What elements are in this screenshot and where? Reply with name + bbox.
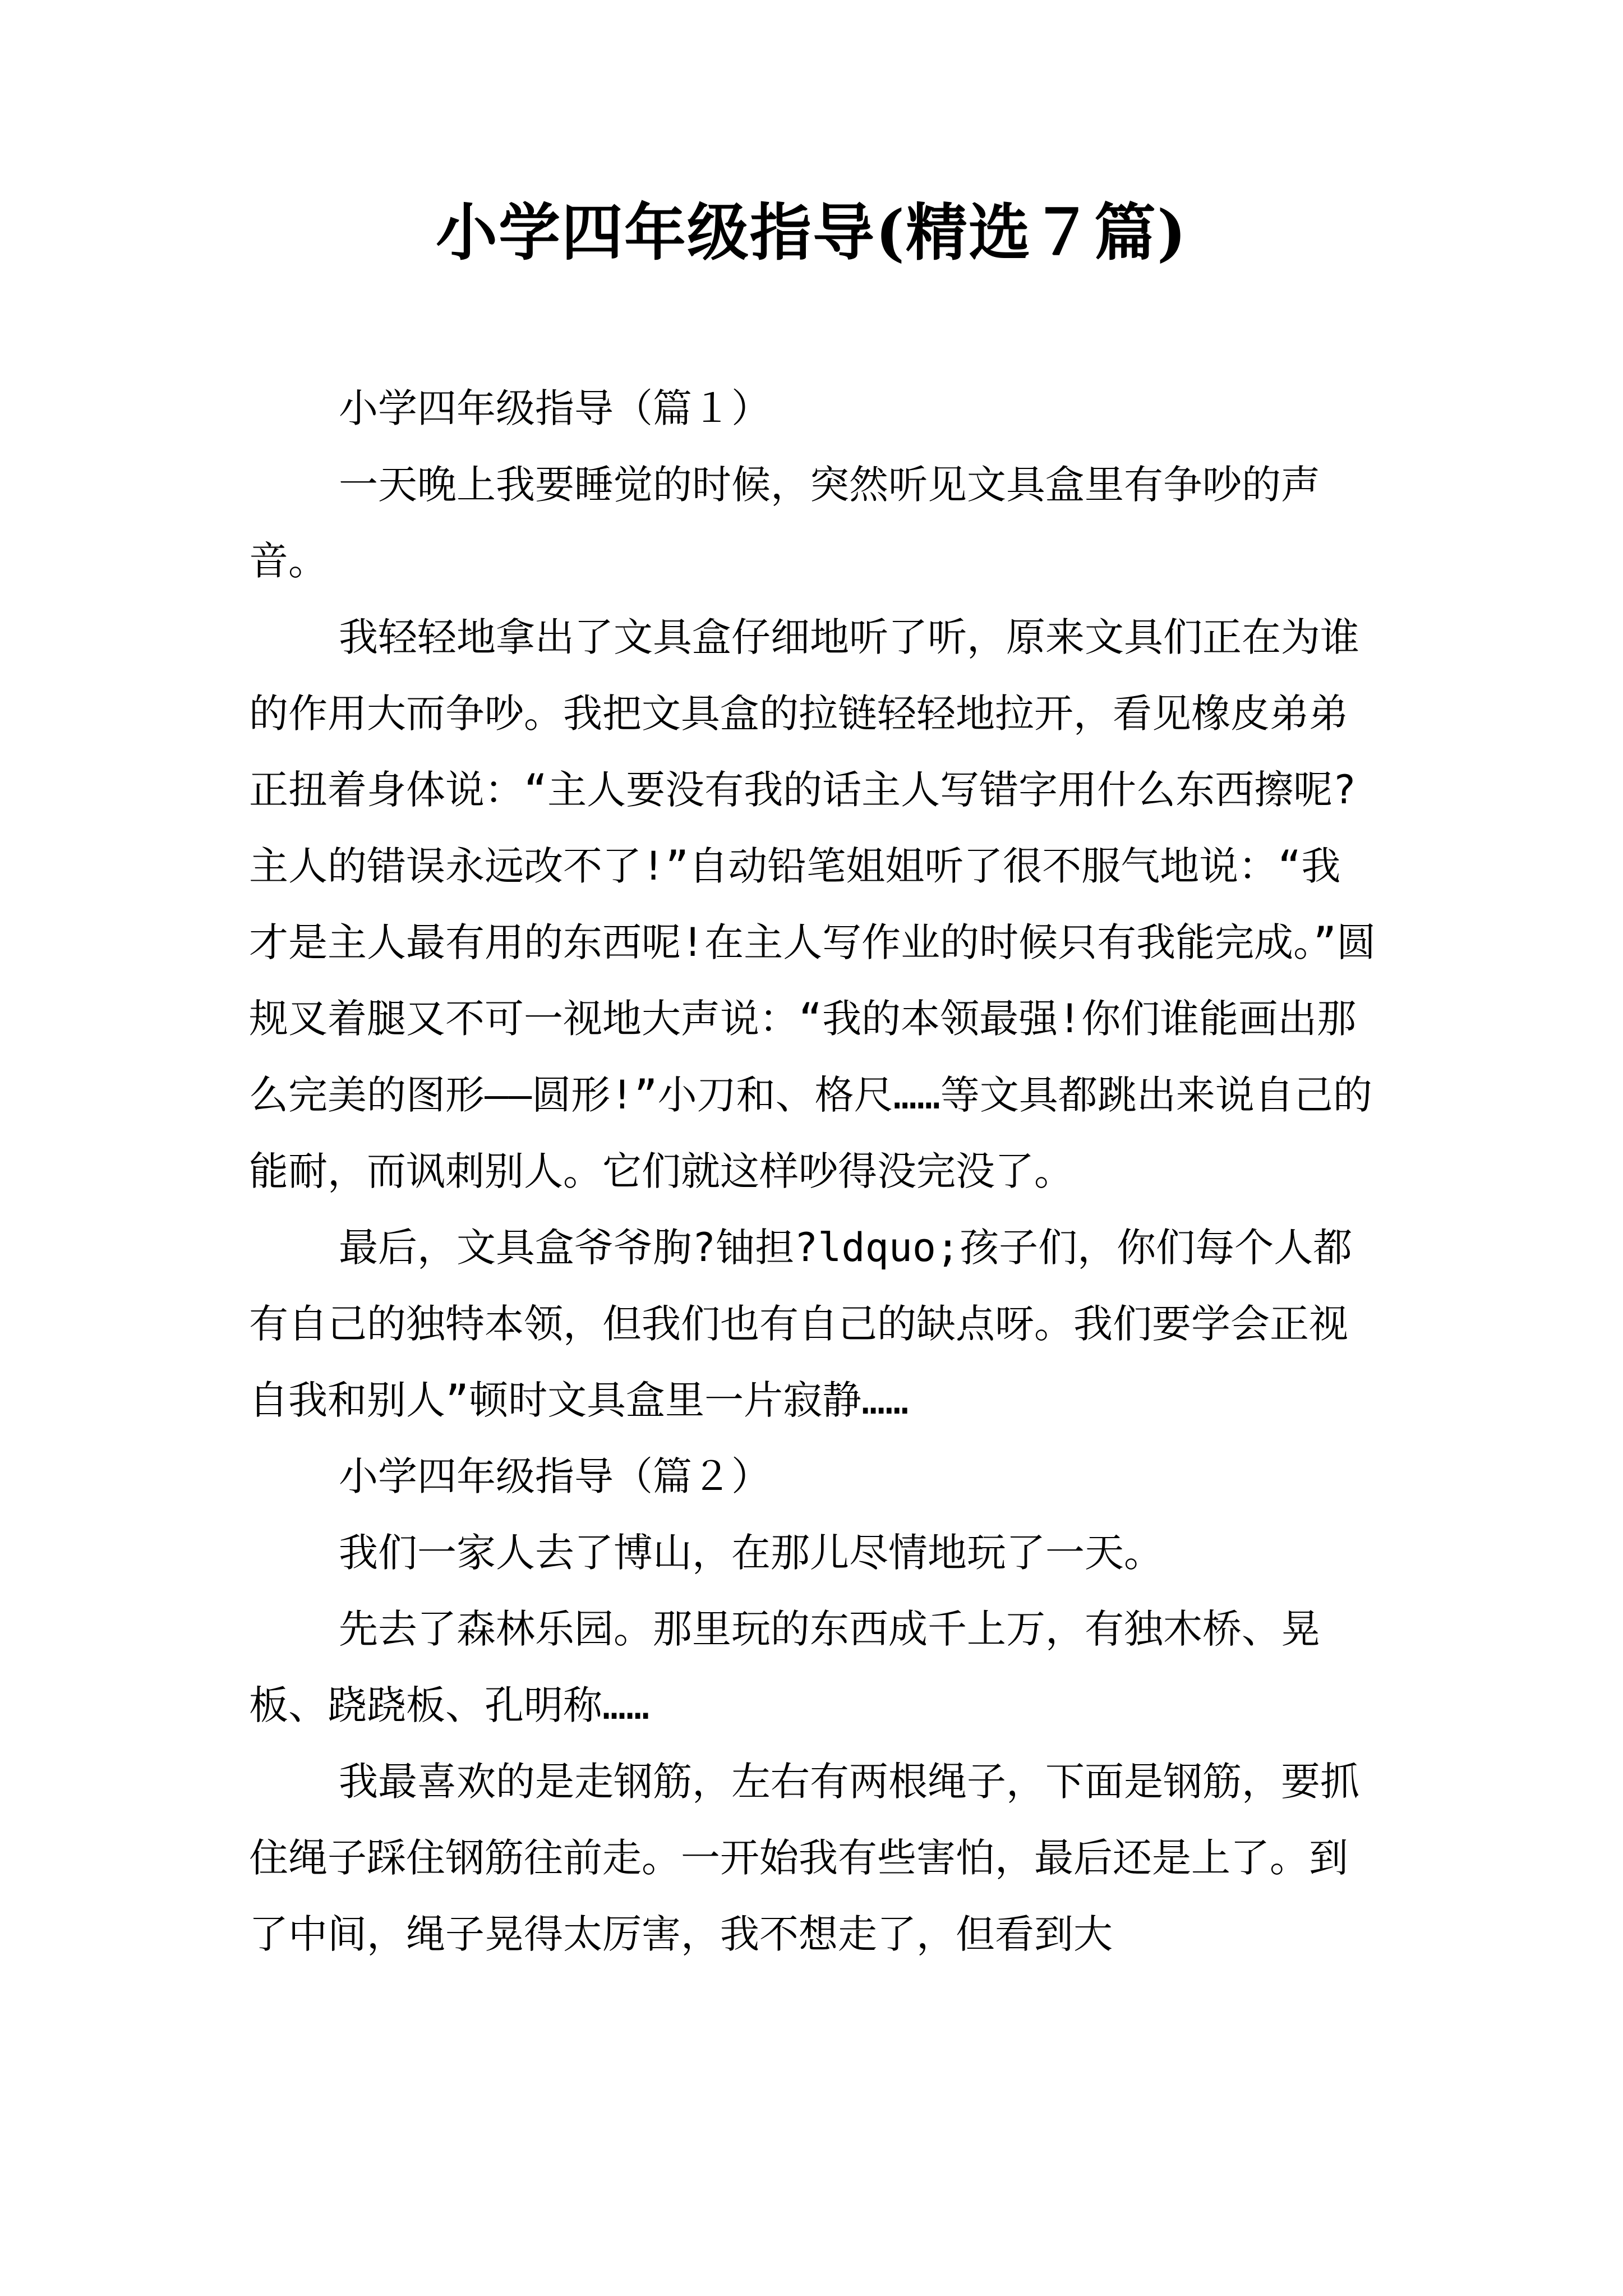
paragraph: 先去了森林乐园。那里玩的东西成千上万，有独木桥、晃板、跷跷板、孔明称…… — [249, 1606, 1320, 1728]
paragraph: 我最喜欢的是走钢筋，左右有两根绳子，下面是钢筋，要抓住绳子踩住钢筋往前走。一开始我有些害怕，最后还是上了。到了中间，绳子晃得太厉害，我不想走了，但看到大 — [249, 1759, 1359, 1957]
section-heading-1: 小学四年级指导（篇１） — [339, 385, 771, 431]
paragraph: 最后，文具盒爷爷朐?铀担?ldquo;孩子们，你们每个人都有自己的独特本领，但我们也有自己的缺点呀。我们要学会正视自我和别人”顿时文具盒里一片寂静…… — [249, 1225, 1353, 1423]
paragraph: 一天晚上我要睡觉的时候，突然听见文具盒里有争吵的声音。 — [249, 462, 1320, 584]
paragraph: 我们一家人去了博山，在那儿尽情地玩了一天。 — [339, 1530, 1163, 1576]
section-heading-2: 小学四年级指导（篇２） — [339, 1453, 771, 1499]
document-body — [249, 370, 1376, 1972]
document-title: 小学四年级指导(精选７篇) — [435, 196, 1188, 269]
paragraph: 我轻轻地拿出了文具盒仔细地听了听，原来文具们正在为谁的作用大而争吵。我把文具盒的拉链轻轻地拉开，看见橡皮弟弟正扭着身体说：“主人要没有我的话主人写错字用什么东西擦呢?主人的错误永远改不了!”自动铅笔姐姐听了很不服气地说：“我才是主人最有用的东西呢!在主人写作业的时候只有我能完成。”圆规叉着腿又不可一视地大声说：“我的本领最强!你们谁能画出那么完美的图形——圆形!”小刀和、格尺……等文具都跳出来说自己的能耐，而讽刺别人。它们就这样吵得没完没了。 — [249, 614, 1376, 1194]
